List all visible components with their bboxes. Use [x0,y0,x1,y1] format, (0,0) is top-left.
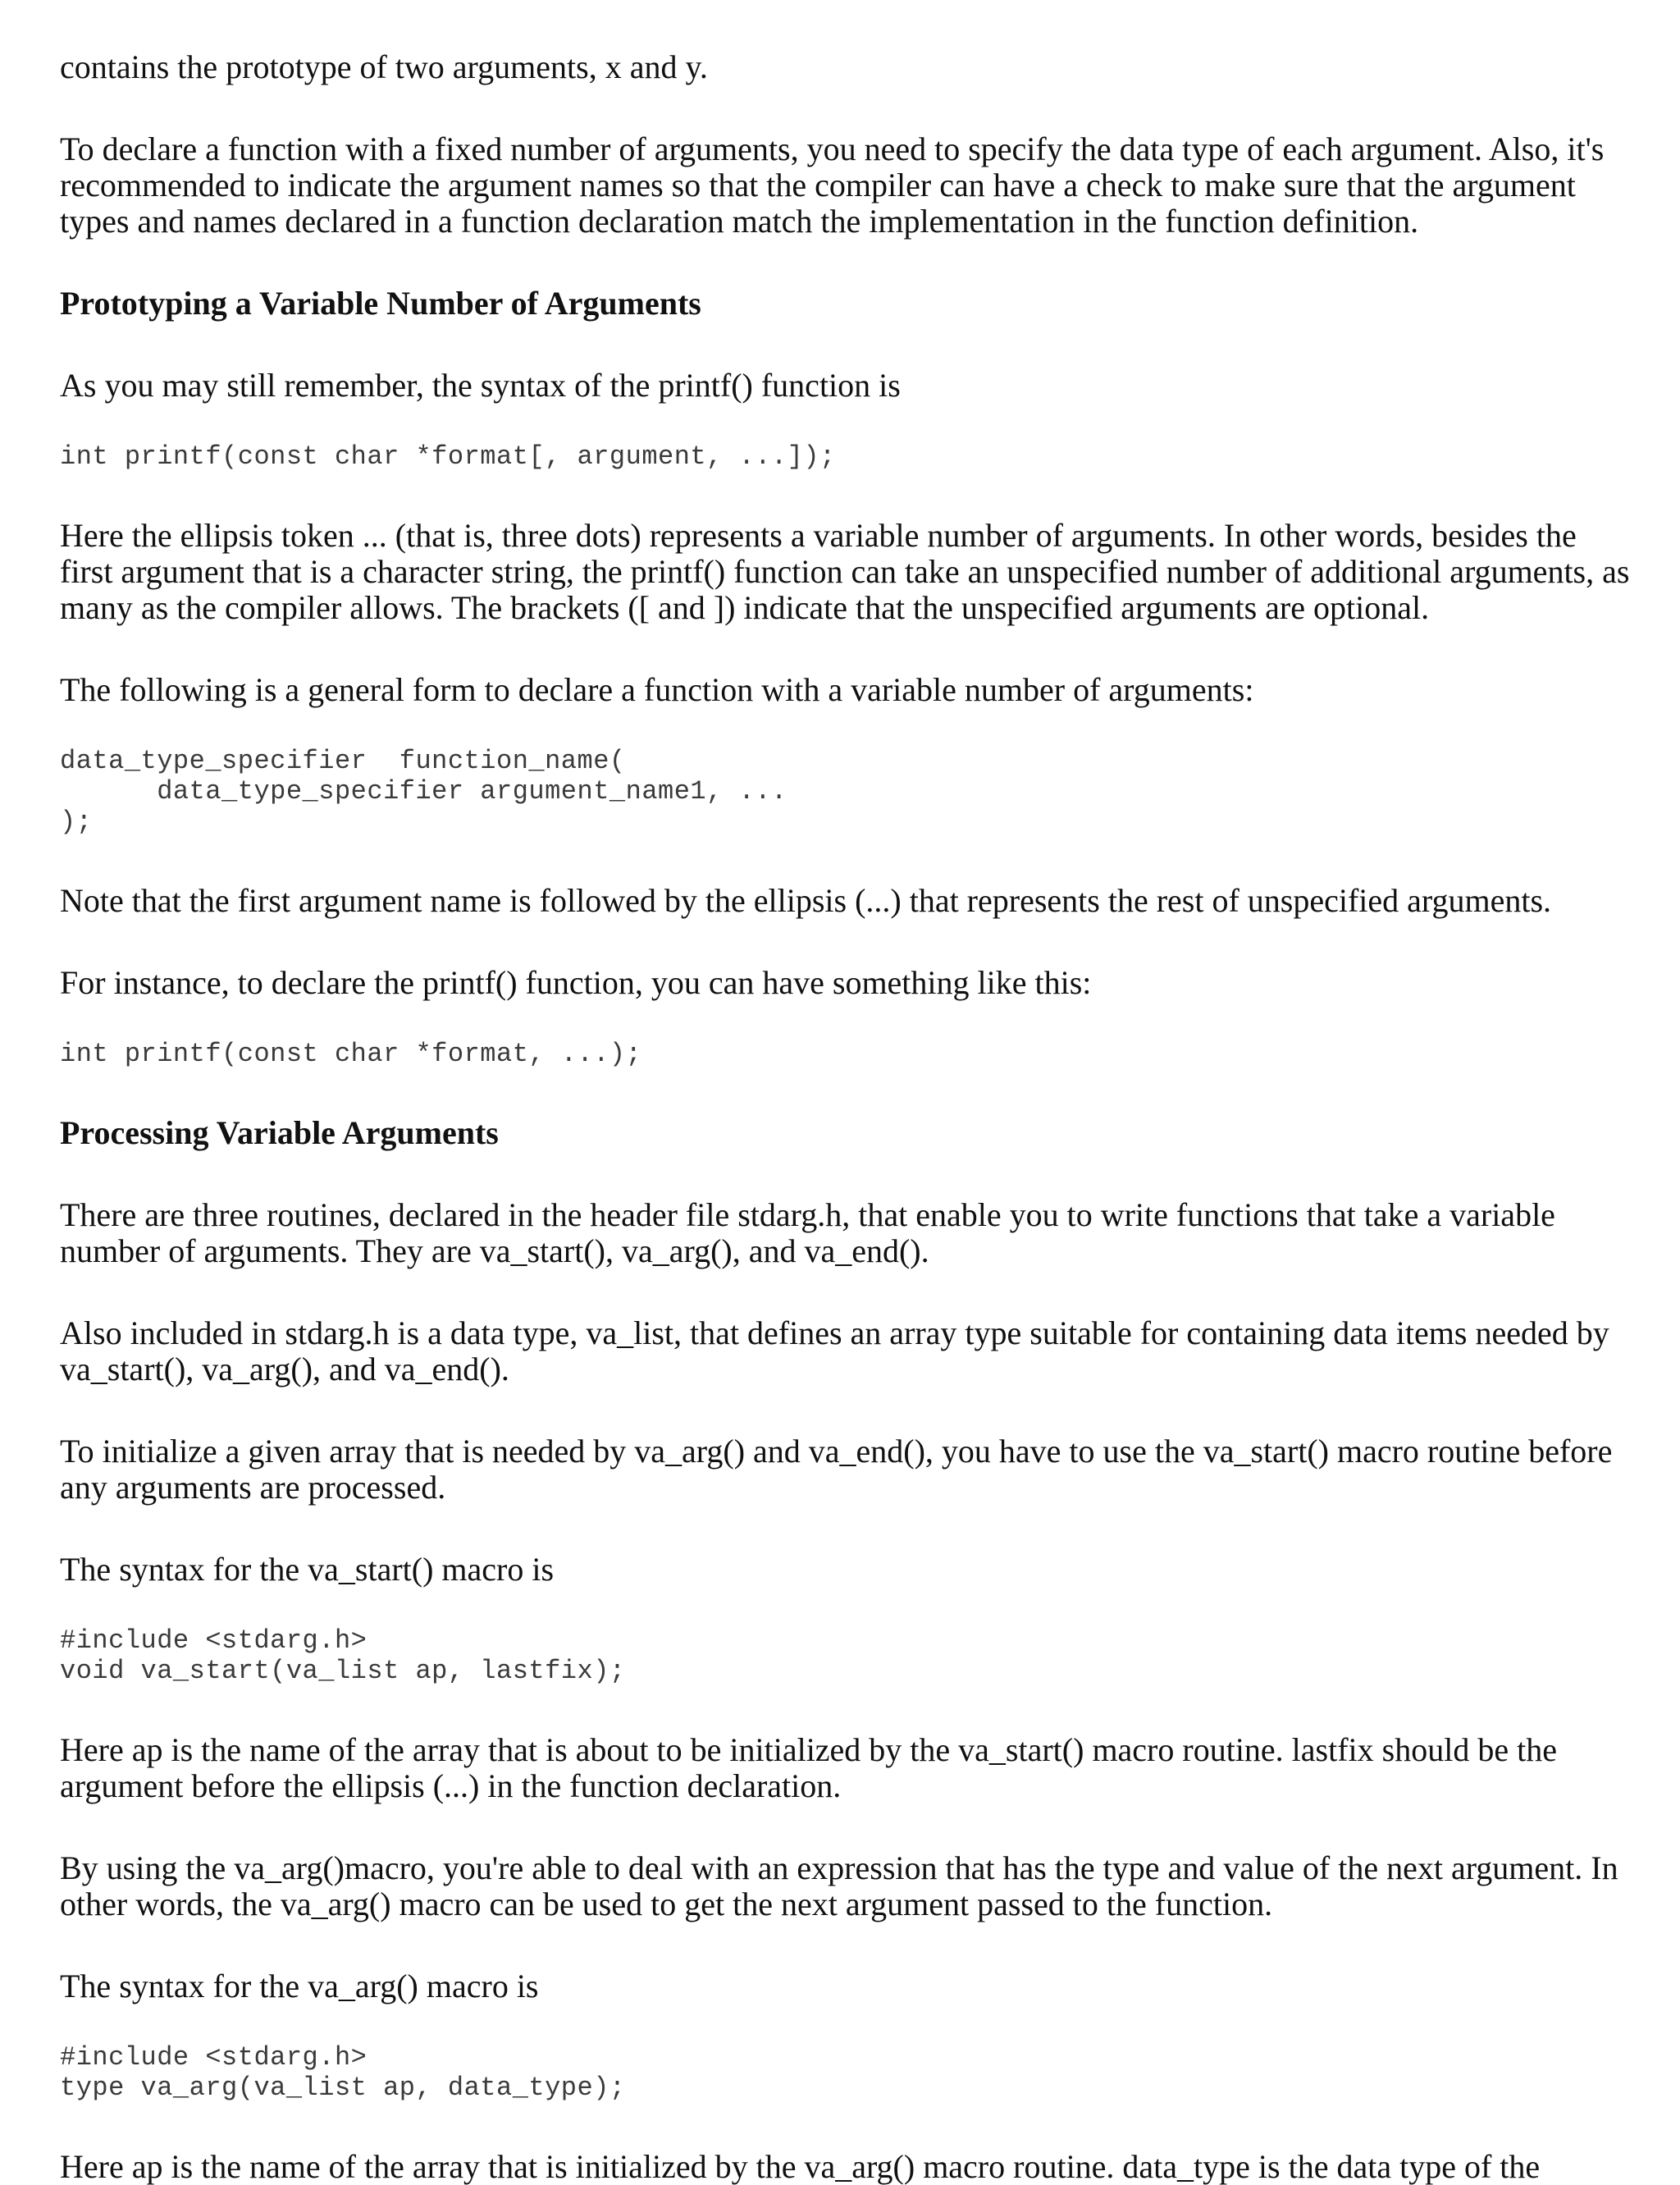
paragraph-ap-lastfix: Here ap is the name of the array that is about to be initialized by the va_start() macro routine. lastfix should be the argument before the ellipsis (...) in the function declaration. [60,1731,1557,1804]
code-line: int printf(const char *format, ...); [60,1039,642,1069]
code-line: void va_start(va_list ap, lastfix); [60,1656,626,1686]
paragraph-va-arg-syntax-intro: The syntax for the va_arg() macro is [60,1968,539,2004]
code-line: int printf(const char *format[, argument, ...]); [60,441,836,472]
paragraph-ap-data-type: Here ap is the name of the array that is initialized by the va_arg() macro routine. data_type is the data type of the [60,2148,1541,2185]
code-line: #include <stdarg.h> [60,1625,368,1656]
code-line: data_type_specifier argument_name1, ... [60,776,788,807]
code-block-general-form [60,746,1631,837]
code-block-va-start [60,1625,1631,1686]
code-line: data_type_specifier function_name( [60,746,626,776]
heading-prototyping-variable-args: Prototyping a Variable Number of Arguments [60,285,701,322]
paragraph-general-form-intro: The following is a general form to declare a function with a variable number of arguments: [60,671,1254,708]
paragraph-ellipsis-token: Here the ellipsis token ... (that is, three dots) represents a variable number of arguments. In other words, besides the first argument that is a character string, the printf() function can take an unspecified number of additional arguments, as many as the compiler allows. The brackets ([ and ]) indicate that the unspecified arguments are optional. [60,517,1630,626]
paragraph-prototype-two-args: contains the prototype of two arguments, x and y. [60,48,708,85]
paragraph-three-routines: There are three routines, declared in the header file stdarg.h, that enable you to write functions that take a variable number of arguments. They are va_start(), va_arg(), and va_end(). [60,1196,1555,1269]
code-line: #include <stdarg.h> [60,2042,368,2073]
paragraph-va-start-syntax-intro: The syntax for the va_start() macro is [60,1551,555,1588]
heading-processing-variable-args: Processing Variable Arguments [60,1114,499,1151]
paragraph-printf-declare-intro: For instance, to declare the printf() function, you can have something like this: [60,964,1092,1001]
paragraph-fixed-args: To declare a function with a fixed number of arguments, you need to specify the data type of each argument. Also, it's recommended to indicate the argument names so that the compiler can have a check to make sure that the argument types and names declared in a function declaration match the implementation in the function definition. [60,130,1605,240]
code-block-printf-prototype [60,441,1631,472]
paragraph-va-list: Also included in stdarg.h is a data type, va_list, that defines an array type suitable for containing data items needed by va_start(), va_arg(), and va_end(). [60,1314,1609,1387]
document-page [60,49,1631,2185]
code-block-va-arg [60,2042,1631,2103]
code-block-printf-declaration [60,1039,1631,1069]
paragraph-va-arg-usage: By using the va_arg()macro, you're able to deal with an expression that has the type and value of the next argument. In other words, the va_arg() macro can be used to get the next argument passed to the function. [60,1849,1618,1922]
paragraph-printf-syntax-intro: As you may still remember, the syntax of the printf() function is [60,367,901,404]
code-line: type va_arg(va_list ap, data_type); [60,2073,626,2103]
paragraph-initialize-array: To initialize a given array that is needed by va_arg() and va_end(), you have to use the va_start() macro routine before any arguments are processed. [60,1433,1613,1506]
code-line: ); [60,807,93,837]
paragraph-ellipsis-note: Note that the first argument name is followed by the ellipsis (...) that represents the rest of unspecified arguments. [60,882,1552,919]
